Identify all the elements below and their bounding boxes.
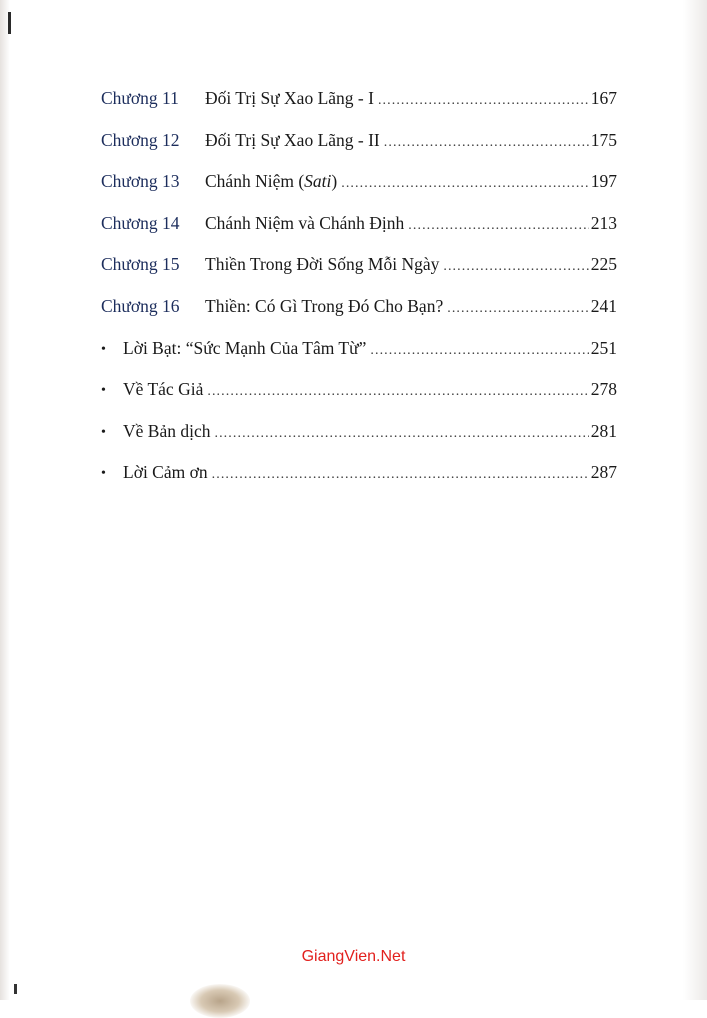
- chapter-title: [205, 171, 341, 192]
- chapter-title-prefix: Chánh Niệm (: [205, 171, 305, 192]
- chapter-title: Chánh Niệm và Chánh Định: [205, 212, 405, 233]
- dot-leader: [447, 301, 589, 317]
- page-number: 287: [590, 462, 617, 483]
- bullet-icon: •: [101, 383, 106, 399]
- chapter-number: Chương 13: [101, 171, 180, 192]
- chapter-title: Đối Trị Sự Xao Lãng - II: [205, 129, 380, 150]
- scan-mark: [8, 12, 11, 34]
- dot-leader: [341, 176, 589, 192]
- chapter-title: Thiền Trong Đời Sống Mỗi Ngày: [205, 254, 440, 275]
- entry-title: Về Tác Giả: [123, 379, 204, 400]
- toc-entry-chapter-12[interactable]: [101, 130, 617, 172]
- toc-entry-chapter-11[interactable]: [101, 88, 617, 130]
- bullet-icon: •: [101, 466, 106, 482]
- toc-entry-afterword[interactable]: [101, 338, 617, 380]
- page-number: 225: [590, 254, 617, 275]
- toc-entry-about-author[interactable]: [101, 379, 617, 421]
- toc-entry-acknowledgements[interactable]: [101, 462, 617, 504]
- page-number: 251: [590, 337, 617, 358]
- toc-entry-chapter-14[interactable]: [101, 213, 617, 255]
- toc-entry-chapter-16[interactable]: [101, 296, 617, 338]
- dot-leader: [370, 343, 588, 359]
- table-of-contents: [101, 88, 617, 504]
- chapter-number: Chương 14: [101, 212, 180, 233]
- chapter-number: Chương 15: [101, 254, 180, 275]
- page-number: 213: [590, 212, 617, 233]
- chapter-title-suffix: ): [331, 171, 338, 192]
- chapter-title-italic: Sati: [304, 171, 332, 192]
- dot-leader: [378, 93, 589, 109]
- dot-leader: [384, 135, 589, 151]
- bullet-icon: •: [101, 424, 106, 440]
- chapter-number: Chương 12: [101, 129, 180, 150]
- page-number: 281: [590, 420, 617, 441]
- thumb-shadow: [190, 984, 250, 1018]
- toc-entry-about-translation[interactable]: [101, 421, 617, 463]
- page-edge-shadow-right: [683, 0, 707, 1000]
- page-number: 241: [590, 295, 617, 316]
- dot-leader: [214, 426, 588, 442]
- entry-title: Lời Bạt: “Sức Mạnh Của Tâm Từ”: [123, 337, 367, 358]
- page-number: 278: [590, 379, 617, 400]
- page-number: 167: [590, 88, 617, 108]
- page-number: 175: [590, 129, 617, 150]
- scan-mark-bottom: [14, 984, 17, 994]
- dot-leader: [212, 467, 589, 483]
- entry-title: Về Bản dịch: [123, 420, 211, 441]
- page-number: 197: [590, 171, 617, 192]
- dot-leader: [408, 218, 588, 234]
- bullet-icon: •: [101, 341, 106, 357]
- dot-leader: [207, 384, 588, 400]
- watermark-text: GiangVien.Net: [301, 948, 406, 965]
- chapter-title: Đối Trị Sự Xao Lãng - I: [205, 88, 374, 108]
- entry-title: Lời Cảm ơn: [123, 462, 208, 483]
- dot-leader: [443, 259, 588, 275]
- chapter-number: Chương 11: [101, 88, 179, 108]
- toc-entry-chapter-13[interactable]: [101, 171, 617, 213]
- chapter-number: Chương 16: [101, 295, 180, 316]
- toc-entry-chapter-15[interactable]: [101, 254, 617, 296]
- page-edge-shadow-left: [0, 0, 10, 1000]
- chapter-title: Thiền: Có Gì Trong Đó Cho Bạn?: [205, 295, 444, 316]
